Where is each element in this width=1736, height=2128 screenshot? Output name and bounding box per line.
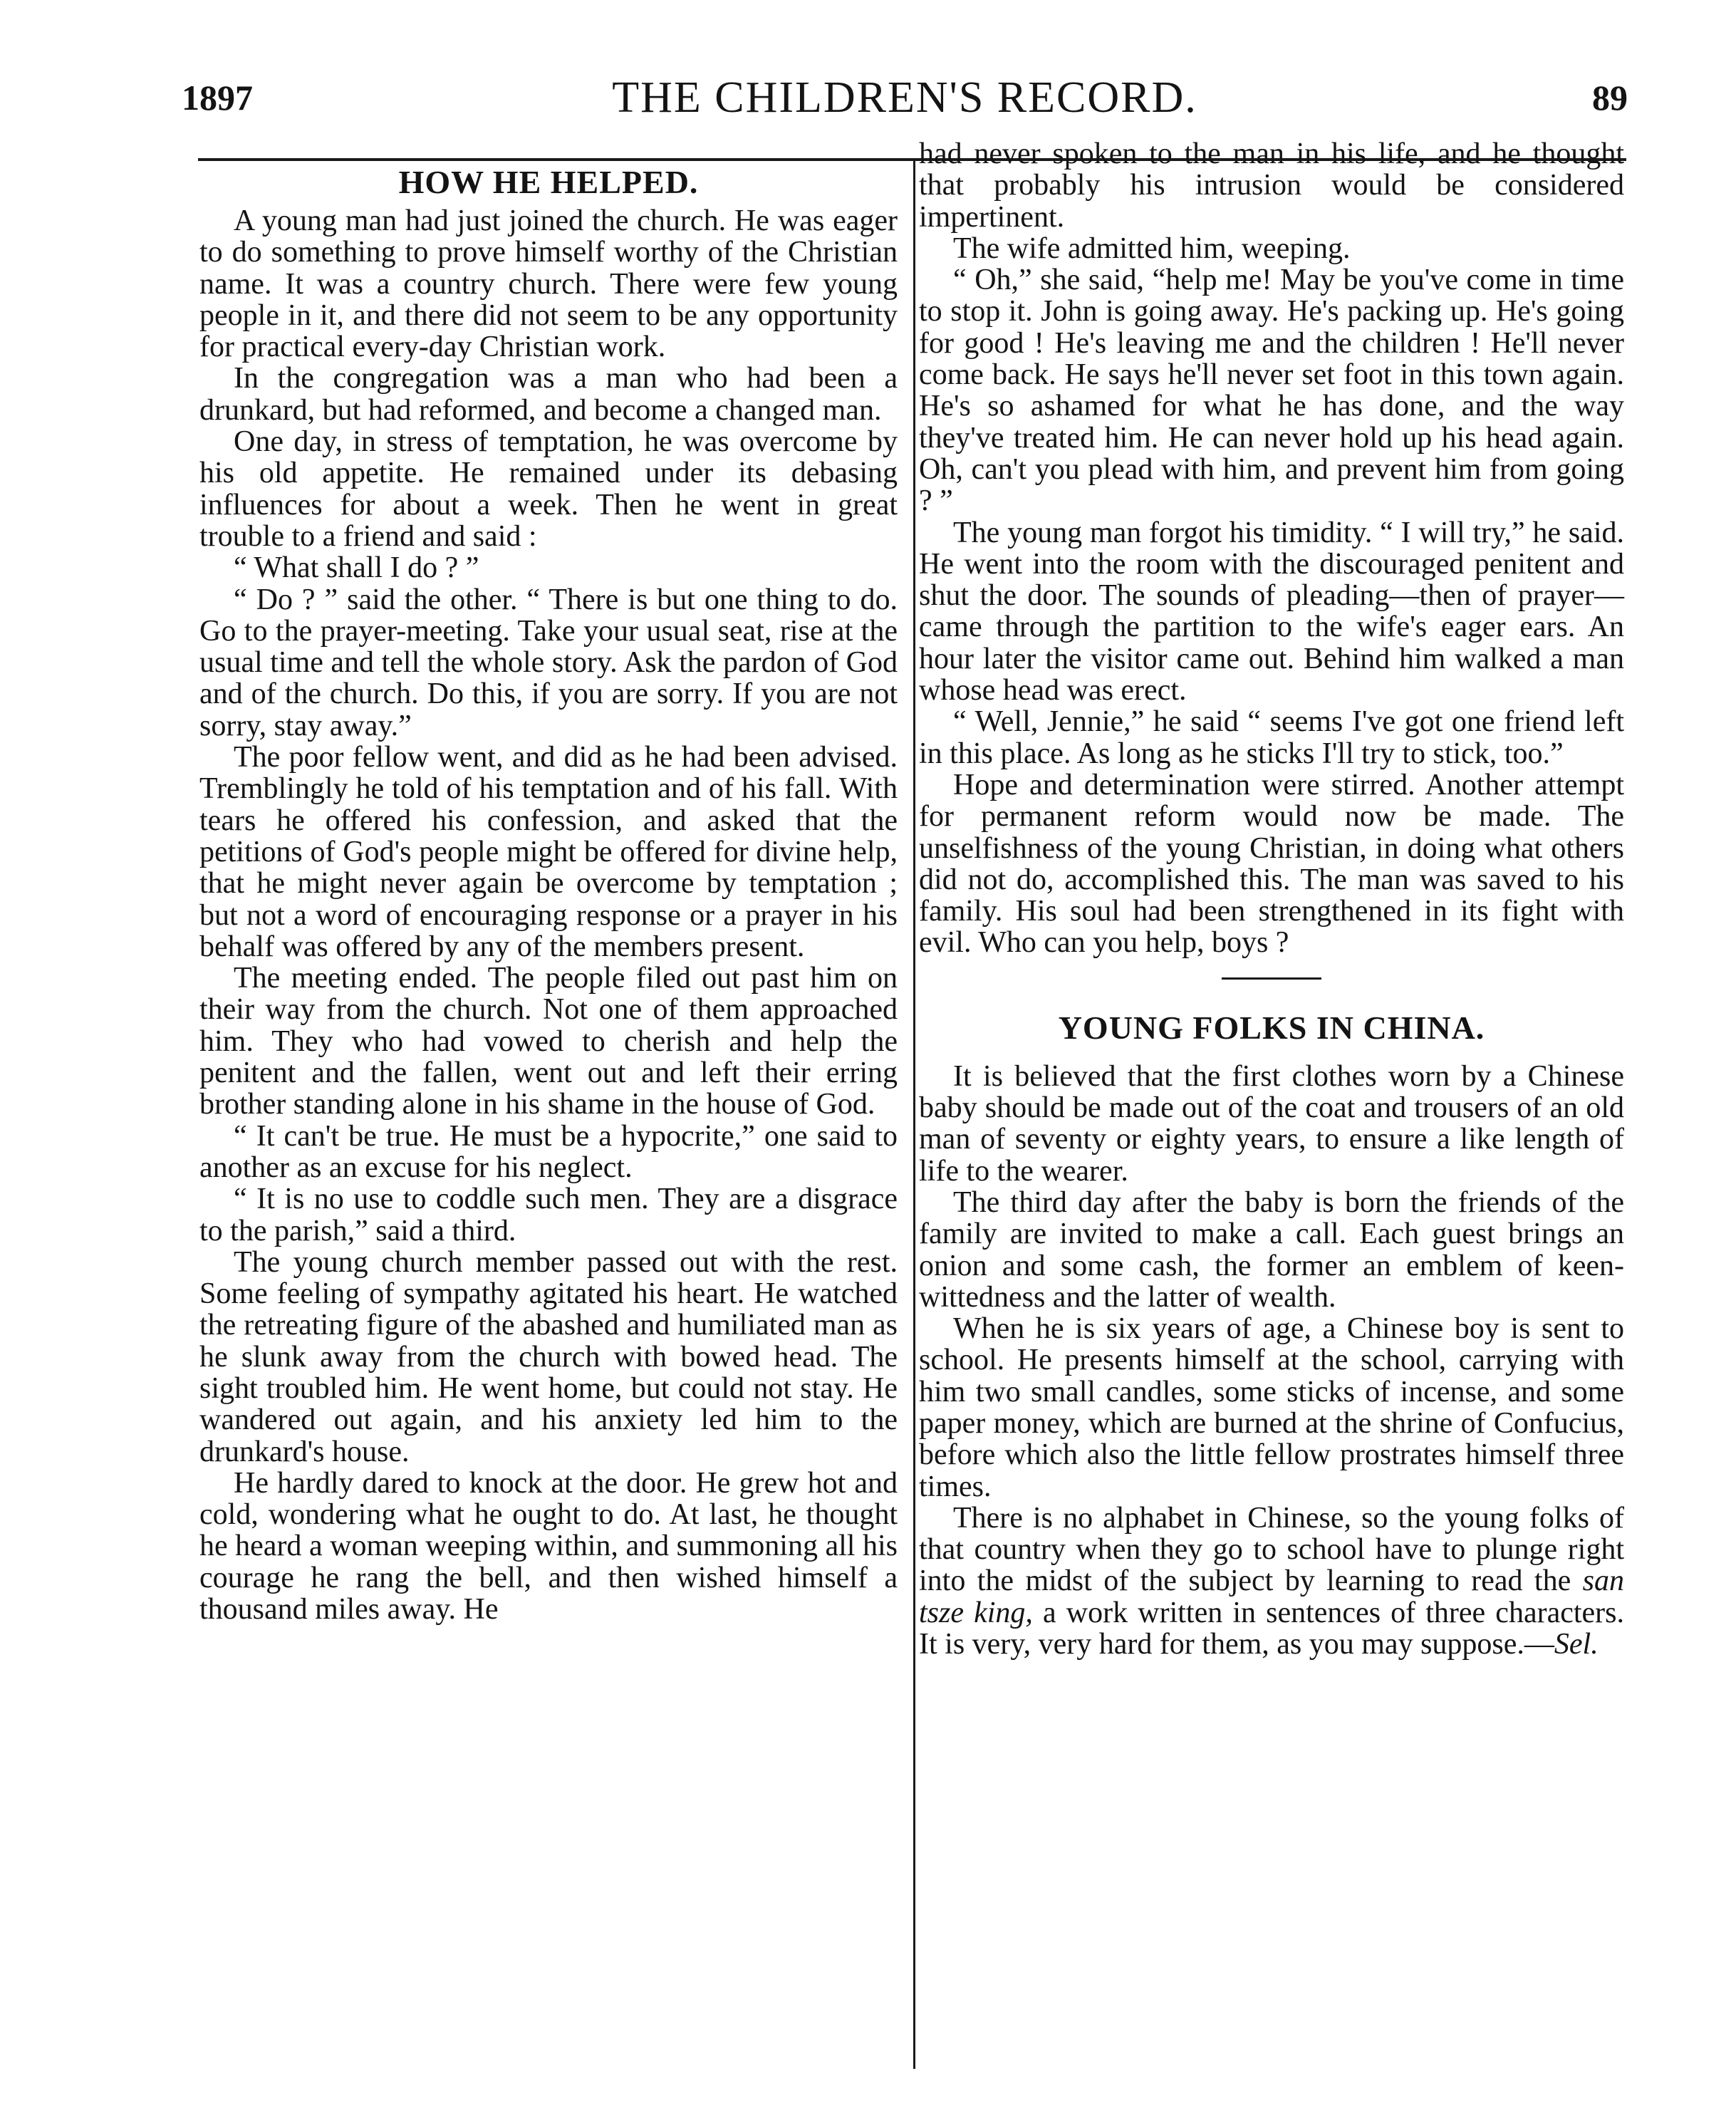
left-column: [199, 162, 898, 1625]
paragraph: A young man had just joined the church. He was eager to do something to prove himself worthy of the Christian name. It was a country church. There were few young people in it, and there did not seem to be any opportunity for practical every-day Christian work.: [199, 204, 898, 364]
paragraph-last: [919, 1502, 1624, 1660]
paragraph: When he is six years of age, a Chinese boy is sent to school. He presents himself at the school, carrying with him two small candles, some sticks of incense, and some paper money, which are burned at the shrine of Confucius, before which also the little fellow prostrates himself three times.: [919, 1312, 1624, 1503]
paragraph: “ It is no use to coddle such men. They are a disgrace to the parish,” said a third.: [199, 1183, 898, 1247]
paragraph: The third day after the baby is born the friends of the family are invited to make a call. Each guest brings an onion and some cash, the former an emblem of keen-wittedness and the latter of wealth.: [919, 1185, 1624, 1314]
paragraph: The young church member passed out with the rest. Some feeling of sympathy agitated his heart. He watched the retreating figure of the abashed and humiliated man as he slunk away from the church with bowed head. The sight troubled him. He went home, but could not stay. He wandered out again, and his anxiety led him to the drunkard's house.: [199, 1245, 898, 1468]
paragraph-continued: had never spoken to the man in his life, and he thought that probably his intrusion would be considered impertinent.: [919, 137, 1624, 234]
article-title-young-folks-in-china: YOUNG FOLKS IN CHINA.: [1058, 1009, 1485, 1046]
paragraph: Hope and determination were stirred. Another attempt for permanent reform would now be made. The unselfishness of the young Christian, in doing what others did not do, accomplished this. The man was saved to his family. His soul had been strengthened in its fight with evil. Who can you help, boys ?: [919, 768, 1624, 960]
paragraph: “ It can't be true. He must be a hypocrite,” one said to another as an excuse for his neglect.: [199, 1119, 898, 1184]
column-divider: [913, 160, 915, 2069]
header-title: THE CHILDREN'S RECORD.: [612, 73, 1197, 122]
paragraph: The wife admitted him, weeping.: [953, 232, 1351, 265]
paragraph: The young man forgot his timidity. “ I will try,” he said. He went into the room with the discouraged penitent and shut the door. The sounds of pleading—then of prayer—came through the partition to the wife's eager ears. An hour later the visitor came out. Behind him walked a man whose head was erect.: [919, 516, 1624, 707]
paragraph: The meeting ended. The people filed out past him on their way from the church. Not one of them approached him. They who had vowed to cherish and help the penitent and the fallen, went out and left their erring brother standing alone in his shame in the house of God.: [199, 962, 898, 1121]
paragraph: One day, in stress of temptation, he was overcome by his old appetite. He remained under its debasing influences for about a week. Then he went in great trouble to a friend and said :: [199, 425, 898, 553]
paragraph: “ What shall I do ? ”: [234, 551, 479, 585]
paragraph: It is believed that the first clothes worn by a Chinese baby should be made out of the coat and trousers of an old man of seventy or eighty years, to ensure a like length of life to the wearer.: [919, 1059, 1624, 1188]
paragraph: “ Do ? ” said the other. “ There is but one thing to do. Go to the prayer-meeting. Take your usual seat, rise at the usual time and tell the whole story. Ask the pardon of God and of the church. Do this, if you are sorry. If you are not sorry, stay away.”: [199, 583, 898, 742]
header-year: 1897: [182, 78, 253, 118]
paragraph: In the congregation was a man who had been a drunkard, but had reformed, and become a changed man.: [199, 362, 898, 427]
right-column: [919, 138, 1624, 1660]
paragraph: He hardly dared to knock at the door. He grew hot and cold, wondering what he ought to do. At last, he thought he heard a woman weeping within, and summoning all his courage he rang the bell, and then wished himself a thousand miles away. He: [199, 1466, 898, 1626]
article-title-how-he-helped: HOW HE HELPED.: [398, 164, 699, 200]
article-separator-rule: [1222, 977, 1321, 980]
paragraph-text: There is no alphabet in Chinese, so the young folks of that country when they go to school have to plunge right into the midst of the subject by learning to read the: [919, 1501, 1624, 1598]
source-credit: Sel.: [1554, 1628, 1599, 1661]
book-title: san tsze king,: [919, 1564, 1624, 1629]
paragraph: The poor fellow went, and did as he had been advised. Tremblingly he told of his temptation and of his fall. With tears he offered his confession, and asked that the petitions of God's people might be offered for divine help, that he might never again be overcome by temptation ; but not a word of encouraging response or a prayer in his behalf was offered by any of the members present.: [199, 741, 898, 963]
paragraph: “ Well, Jennie,” he said “ seems I've got one friend left in this place. As long as he sticks I'll try to stick, too.”: [919, 705, 1624, 770]
header-page-number: 89: [1592, 78, 1628, 118]
paragraph: “ Oh,” she said, “help me! May be you've come in time to stop it. John is going away. He's packing up. He's going for good ! He's leaving me and the children ! He'll never come back. He says he'll never set foot in this town again. He's so ashamed for what he has done, and the way they've treated him. He can never hold up his head again. Oh, can't you plead with him, and prevent him from going ? ”: [919, 264, 1624, 518]
paragraph-text: a work written in sentences of three characters. It is very, very hard for them, as you may suppose.—: [919, 1596, 1625, 1661]
page-header: [182, 73, 1628, 134]
